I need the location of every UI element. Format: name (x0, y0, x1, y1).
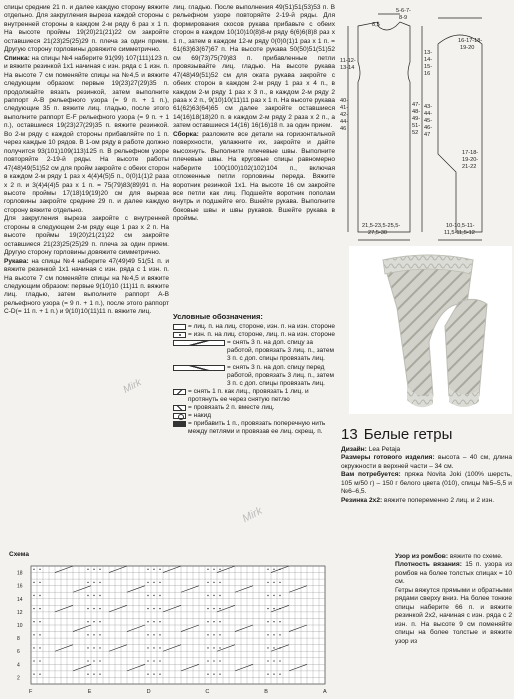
purl-dot (93, 621, 94, 622)
cable-back-symbol (173, 340, 225, 346)
paragraph-text: Гетры вяжутся прямыми и обратными рядами сверху вниз. На более тонкие спицы наберите 66 п. и вяжите резинкой 2х2, начиная с изн. ряда с 2 изн. п. На высоте 9 см поменяйте спицы на более толстые и вяжите узор из (395, 586, 512, 645)
diagram-label-mid-3: 49- (412, 116, 421, 122)
purl-dot (39, 569, 40, 570)
purl-dot (93, 660, 94, 661)
purl-dot (159, 608, 160, 609)
paragraph (4, 55, 169, 216)
purl-dot (159, 621, 160, 622)
purl-dot (207, 621, 208, 622)
paragraph-lead: Дизайн: (341, 446, 367, 453)
diagram-label-left-6: 44- (340, 119, 349, 125)
legend-title: Условные обозначения: (173, 312, 263, 321)
purl-dot (219, 595, 220, 596)
make-one-symbol (173, 421, 186, 427)
purl-dot (267, 569, 268, 570)
purl-dot (99, 621, 100, 622)
diagram-label-mid-1: 47- (412, 102, 421, 108)
diagram-label-top-4: 16-17-18- (458, 38, 483, 44)
purl-dot (153, 608, 154, 609)
column-label: D (146, 689, 151, 695)
k2tog-symbol (173, 405, 186, 411)
purl-dot (33, 595, 34, 596)
pattern-heading (341, 426, 452, 443)
purl-dot (267, 595, 268, 596)
legend-row: = снять 1 п. как лиц., провязать 1 лиц. и протянуть ее через снятую петлю (173, 388, 338, 404)
paragraph-lead: Размеры готового изделия: (341, 454, 435, 462)
purl-dot (207, 582, 208, 583)
purl-dot (33, 634, 34, 635)
diagram-label-top-3: 8-9 (399, 15, 408, 21)
purl-dot (147, 673, 148, 674)
purl-dot (207, 569, 208, 570)
purl-dot (207, 634, 208, 635)
paragraph (341, 497, 512, 505)
purl-dot (87, 582, 88, 583)
column-label: A (323, 689, 327, 695)
purl-dot (213, 621, 214, 622)
diagram-label-top-5: 19-20 (460, 45, 475, 51)
diagram-label-left-5: 42- (340, 112, 349, 118)
row-label: 12 (17, 609, 23, 616)
cable-front-symbol (173, 365, 225, 371)
purl-dot (279, 595, 280, 596)
diagram-label-right-3: 15- (424, 64, 433, 70)
purl-dot (267, 660, 268, 661)
diagram-label-left-1: 11-12- (340, 58, 356, 64)
diagram-label-right-5: 43- (424, 104, 433, 110)
purl-dot (207, 608, 208, 609)
diagram-label-bottom-left-1: 21,5-23,5-25,5- (362, 223, 401, 229)
symbols-legend (173, 313, 338, 436)
purl-dot (213, 647, 214, 648)
paragraph-lead: Спинка: (4, 54, 30, 62)
purl-dot (93, 673, 94, 674)
purl-dot (39, 582, 40, 583)
paragraph-text: на спицы №4 наберите 47(49)49 51(51 п. и вяжите резинкой 1х1 начиная с изн. ряда с 1 изн. п. На высоте 7 см поменяйте спицы на №4,5 и вяжите следующим образом: первые 9(10)10 (11)11 п. вяжите лиц. гладью, затем выполните раппорт А-В рельефного узора (= 9 п. + 1 п.), после этого раппорт C-D(= 11 п. + 1 п.) и 9(10)10(11)11 п. вяжите лиц. (4, 257, 169, 316)
purl-dot (99, 660, 100, 661)
diagram-label-right-1: 13- (424, 50, 433, 56)
pattern-specs (341, 446, 512, 505)
row-label: 14 (17, 596, 23, 603)
purl-dot (153, 673, 154, 674)
paragraph-text: вяжите попеременно 2 лиц. и 2 изн. (382, 496, 495, 504)
purl-dot (33, 673, 34, 674)
paragraph-lead: Сборка: (173, 130, 199, 138)
paragraph (4, 258, 169, 317)
paragraph-lead: Плотность вязания: (395, 561, 462, 569)
paragraph-text: лиц. гладью. После выполнения 49(51)51(53)53 п. В рельефном узоре повторяйте 2-19-й ряды. Для формирования скосов рукава прибавьте с обеих сторон в каждом 10(10)10(8)8-м ряду 6(6)6(8)8 раз х 1 п., затем в каждом 12-м ряду 0(0)0(1)1 раз х 1 п. = 61(63)63(67)67 п. На высоте рукава 50(50)51(51)52 см 69(73)75(79)83 п. прибавленные петли провязывайте лиц. гладью. На высоте рукава 47(48)49(51)52 см для оката рукава закройте с обеих сторон в каждом 2-м ряду 1 раз х 4 п., в каждом 2-м ряду 1 раз х 3 п., в каждом 2-м ряду 2 раза х 2 п., 9(10)10(11)11 раз х 1 п. На высоте рукава 61(62)63(64)65 см далее закройте оставшиеся 14(16)18(18)20 п. в каждом 2-м ряду 2 раза х 2 п., а затем оставшиеся 14(16) 16(16)18 п. за один прием. (173, 4, 335, 130)
purl-dot (39, 647, 40, 648)
purl-dot (87, 634, 88, 635)
purl-dot (153, 660, 154, 661)
paragraph (341, 446, 512, 454)
purl-dot (87, 647, 88, 648)
diagram-label-side-2: 19-20- (462, 157, 479, 163)
purl-dot (99, 634, 100, 635)
diagram-label-right-6: 44- (424, 111, 433, 117)
column-label: C (205, 689, 210, 695)
paragraph-lead: Резинка 2х2: (341, 496, 383, 504)
diagram-label-mid-4: 51- (412, 123, 421, 129)
purl-dot (213, 582, 214, 583)
sweater-pattern-diagram (338, 4, 512, 244)
yarn-over-symbol (173, 413, 186, 419)
paragraph (173, 131, 335, 224)
row-label: 6 (17, 649, 20, 656)
purl-dot (219, 608, 220, 609)
purl-dot (99, 582, 100, 583)
purl-dot (267, 634, 268, 635)
diagram-label-left-4: 41- (340, 105, 349, 111)
column-label: B (264, 689, 268, 695)
purl-dot (33, 582, 34, 583)
purl-dot (93, 608, 94, 609)
purl-dot (159, 660, 160, 661)
column-label: E (87, 689, 92, 695)
paragraph (341, 471, 512, 496)
row-label: 8 (17, 636, 20, 643)
paragraph-text: высота – 40 см, длина окружности в верхней части – 34 см. (341, 454, 512, 470)
purl-dot (273, 647, 274, 648)
knit-stitch-symbol (173, 324, 186, 330)
purl-dot (213, 569, 214, 570)
purl-dot (33, 621, 34, 622)
diagram-label-right-9: 47 (424, 132, 431, 138)
purl-stitch-symbol (173, 332, 186, 338)
paragraph (173, 4, 335, 131)
diagram-label-bottom-right-2: 11,5-11,5-12 (444, 230, 475, 236)
purl-dot (267, 673, 268, 674)
paragraph-text: 15 п. узора из ромбов на более толстых спицах = 10 см. (395, 561, 512, 586)
purl-dot (93, 634, 94, 635)
purl-dot (273, 621, 274, 622)
paragraph (341, 454, 512, 471)
purl-dot (147, 595, 148, 596)
purl-dot (159, 582, 160, 583)
diagram-label-bottom-right-1: 10-10,5-11- (446, 223, 475, 229)
purl-dot (219, 673, 220, 674)
column-label: F (29, 689, 33, 695)
product-photo (349, 246, 512, 414)
purl-dot (39, 673, 40, 674)
purl-dot (279, 582, 280, 583)
purl-dot (147, 608, 148, 609)
purl-dot (213, 595, 214, 596)
purl-dot (153, 621, 154, 622)
purl-dot (159, 569, 160, 570)
watermark: Mirk (240, 504, 265, 526)
purl-dot (33, 647, 34, 648)
purl-dot (279, 673, 280, 674)
diagram-label-left-2: 13-14 (340, 65, 355, 71)
purl-dot (39, 595, 40, 596)
text-column-left (4, 4, 169, 317)
diagram-label-side-1: 17-18- (462, 150, 479, 156)
diagram-label-top-1: 8,5 (372, 22, 380, 28)
paragraph-text: Lea Petaja (366, 446, 401, 453)
legend-row: = накид (173, 412, 338, 420)
legend-row: = лиц. п. на лиц. стороне, изн. п. на изн. стороне (173, 323, 338, 331)
pattern-number: 13 (341, 426, 358, 443)
paragraph (4, 4, 169, 55)
purl-dot (147, 569, 148, 570)
purl-dot (33, 660, 34, 661)
purl-dot (159, 673, 160, 674)
purl-dot (147, 621, 148, 622)
purl-dot (153, 595, 154, 596)
purl-dot (159, 647, 160, 648)
purl-dot (273, 634, 274, 635)
diagram-label-left-3: 40- (340, 98, 349, 104)
purl-dot (147, 660, 148, 661)
legend-row: = прибавить 1 п., провязать поперечную нить между петлями и провязав ее лиц. скрещ. п. (173, 420, 338, 436)
purl-dot (153, 582, 154, 583)
diagram-label-right-4: 16 (424, 71, 431, 77)
purl-dot (159, 595, 160, 596)
purl-dot (213, 660, 214, 661)
purl-dot (39, 634, 40, 635)
pattern-instructions (395, 553, 512, 646)
diagram-label-bottom-left-2: 27,5-30 (368, 230, 387, 236)
slip-knit-pass-symbol (173, 389, 186, 395)
row-label: 2 (17, 675, 20, 682)
purl-dot (219, 647, 220, 648)
diagram-label-mid-2: 48- (412, 109, 421, 115)
purl-dot (147, 582, 148, 583)
legend-row: = снять 3 п. на доп. спицу за работой, провязать 3 лиц. п., затем 3 п. с доп. спицы провязать лиц. (173, 339, 338, 363)
purl-dot (153, 634, 154, 635)
purl-dot (213, 673, 214, 674)
purl-dot (99, 673, 100, 674)
purl-dot (153, 647, 154, 648)
diagram-label-top-2: 5-6-7- (396, 8, 411, 14)
diagram-label-mid-5: 52 (412, 130, 419, 136)
paragraph-text: Для закругления выреза закройте с внутренней стороны в следующем 2-м ряду еще 1 раз х 2 п. На высоте проймы 19(20)21(21)22 см закройте оставшиеся 21(23)25(25)29 п. плеча за один прием. Другую сторону горловины довяжите симметрично. (4, 215, 169, 257)
legend-row: = изн. п. на лиц. стороне, лиц. п. на изн. стороне (173, 331, 338, 339)
purl-dot (273, 673, 274, 674)
diagram-label-right-8: 46- (424, 125, 433, 131)
purl-dot (207, 673, 208, 674)
paragraph-text: на спицы №4 наберите 91(99) 107(111)123 п. и вяжите резинкой 1х1 начиная с изн. ряда с 1 изн. п. На высоте 7 см поменяйте спицы на №4,5 и вяжите следующим образом: первые 19(23)27(29)35 п. продолжайте вязать резинкой, затем выполните раппорт А-В рельефного узора (= 9 п. + 1 п.), следующие 35 п. вяжите лиц. гладью, после этого выполните раппорт E-F рельефного узора (= 9 п. + 1 п.), оставшиеся 19(23)27(29)35 п. вяжите резинкой. Во 2-м ряду с каждой стороны прибавляйте по 1 п. через каждые 10 рядов. В 1-ом ряду в работе должно получится 93(101)109(113)125 п. В рельефном узоре повторяйте 2-19-й ряды. На высоте работы 47(48)49(51)52 см для пройм закройте с обеих сторон в каждом 2-м ряду 1 раз х 4(4)4(5)5 п., 0(0)1(1)2 раза х 2 п. и 3(4)4(4)5 раз х 1 п. = 75(79)83(89)91 п. На высоте проймы 17(18)19(19)20 см для выреза горловины закройте средние 29 п. и далее каждую сторону вяжите отдельно. (4, 54, 169, 214)
purl-dot (93, 569, 94, 570)
purl-dot (273, 569, 274, 570)
purl-dot (213, 634, 214, 635)
purl-dot (87, 621, 88, 622)
purl-dot (267, 582, 268, 583)
purl-dot (273, 660, 274, 661)
purl-dot (267, 647, 268, 648)
purl-dot (33, 569, 34, 570)
row-label: 16 (17, 583, 23, 590)
diagram-label-left-7: 46 (340, 126, 347, 132)
purl-dot (87, 569, 88, 570)
purl-dot (39, 621, 40, 622)
paragraph-lead: Узор из ромбов: (395, 553, 449, 560)
legend-row: = снять 3 п. на доп. спицу перед работой, провязать 3 лиц. п., затем 3 п. с доп. спицы провязать лиц. (173, 364, 338, 388)
purl-dot (267, 608, 268, 609)
purl-dot (219, 582, 220, 583)
purl-dot (219, 569, 220, 570)
paragraph (395, 553, 512, 561)
paragraph-text: вяжите по схеме. (448, 553, 503, 560)
purl-dot (207, 647, 208, 648)
purl-dot (93, 595, 94, 596)
schema-title: Схема (9, 551, 30, 558)
row-label: 4 (17, 662, 20, 669)
purl-dot (93, 582, 94, 583)
purl-dot (279, 621, 280, 622)
purl-dot (219, 621, 220, 622)
purl-dot (33, 608, 34, 609)
pattern-title: Белые гетры (363, 426, 453, 443)
paragraph (395, 587, 512, 646)
purl-dot (99, 569, 100, 570)
diagram-label-side-3: 21-22 (462, 164, 477, 170)
watermark: Mirk (121, 377, 144, 396)
purl-dot (219, 660, 220, 661)
purl-dot (39, 660, 40, 661)
paragraph (4, 215, 169, 257)
purl-dot (93, 647, 94, 648)
purl-dot (147, 634, 148, 635)
paragraph-text: спицы средние 21 п. и далее каждую сторону вяжите отдельно. Для закругления выреза каждой стороны с внутренней стороны в каждом 2-м ряду 6 раз х 1 п. На высоте проймы 19(20)21(21)22 см закройте оставшиеся 21(23)25(25)29 п. плеча за один прием. Другую сторону горловины довяжите симметрично. (4, 4, 169, 54)
purl-dot (273, 608, 274, 609)
purl-dot (273, 595, 274, 596)
purl-dot (87, 673, 88, 674)
paragraph-lead: Рукава: (4, 257, 29, 265)
diagram-label-right-7: 45- (424, 118, 433, 124)
paragraph-lead: Вам потребуется: (341, 471, 401, 479)
purl-dot (87, 595, 88, 596)
row-label: 18 (17, 570, 23, 577)
purl-dot (207, 595, 208, 596)
purl-dot (279, 660, 280, 661)
purl-dot (207, 660, 208, 661)
text-column-middle (173, 4, 335, 224)
purl-dot (147, 647, 148, 648)
purl-dot (153, 569, 154, 570)
purl-dot (87, 608, 88, 609)
purl-dot (99, 595, 100, 596)
diagram-label-right-2: 14- (424, 57, 433, 63)
purl-dot (213, 608, 214, 609)
purl-dot (279, 634, 280, 635)
purl-dot (219, 634, 220, 635)
paragraph-text: пряжа Novita Joki (100% шерсть, 105 м/50 г) – 150 г белого цвета (010), спицы №5–5,5 и №6–6,5. (341, 471, 513, 496)
purl-dot (39, 608, 40, 609)
purl-dot (267, 621, 268, 622)
purl-dot (273, 582, 274, 583)
row-label: 10 (17, 623, 23, 629)
purl-dot (159, 634, 160, 635)
legend-row: = провязать 2 п. вместе лиц. (173, 404, 338, 412)
purl-dot (99, 608, 100, 609)
knitting-chart (9, 560, 339, 699)
paragraph (395, 561, 512, 586)
paragraph-text: разложите все детали на горизонтальной поверхности, увлажните их, закройте и дайте высохнуть. Выполните плечевые швы. Выполните плечевые швы. На круговые спицы равномерно наберите 100(100)102(102)104 п., включая отложенные петли горловины переда. Вяжите воротник резинкой 1х1. На высоте 16 см закройте все петли как лиц. Подшейте воротник пополам внутрь и подшейте его. Вшейте рукава. Выполните боковые швы и швы рукавов. Вшейте рукава в проймы. (173, 130, 335, 223)
purl-dot (99, 647, 100, 648)
purl-dot (87, 660, 88, 661)
